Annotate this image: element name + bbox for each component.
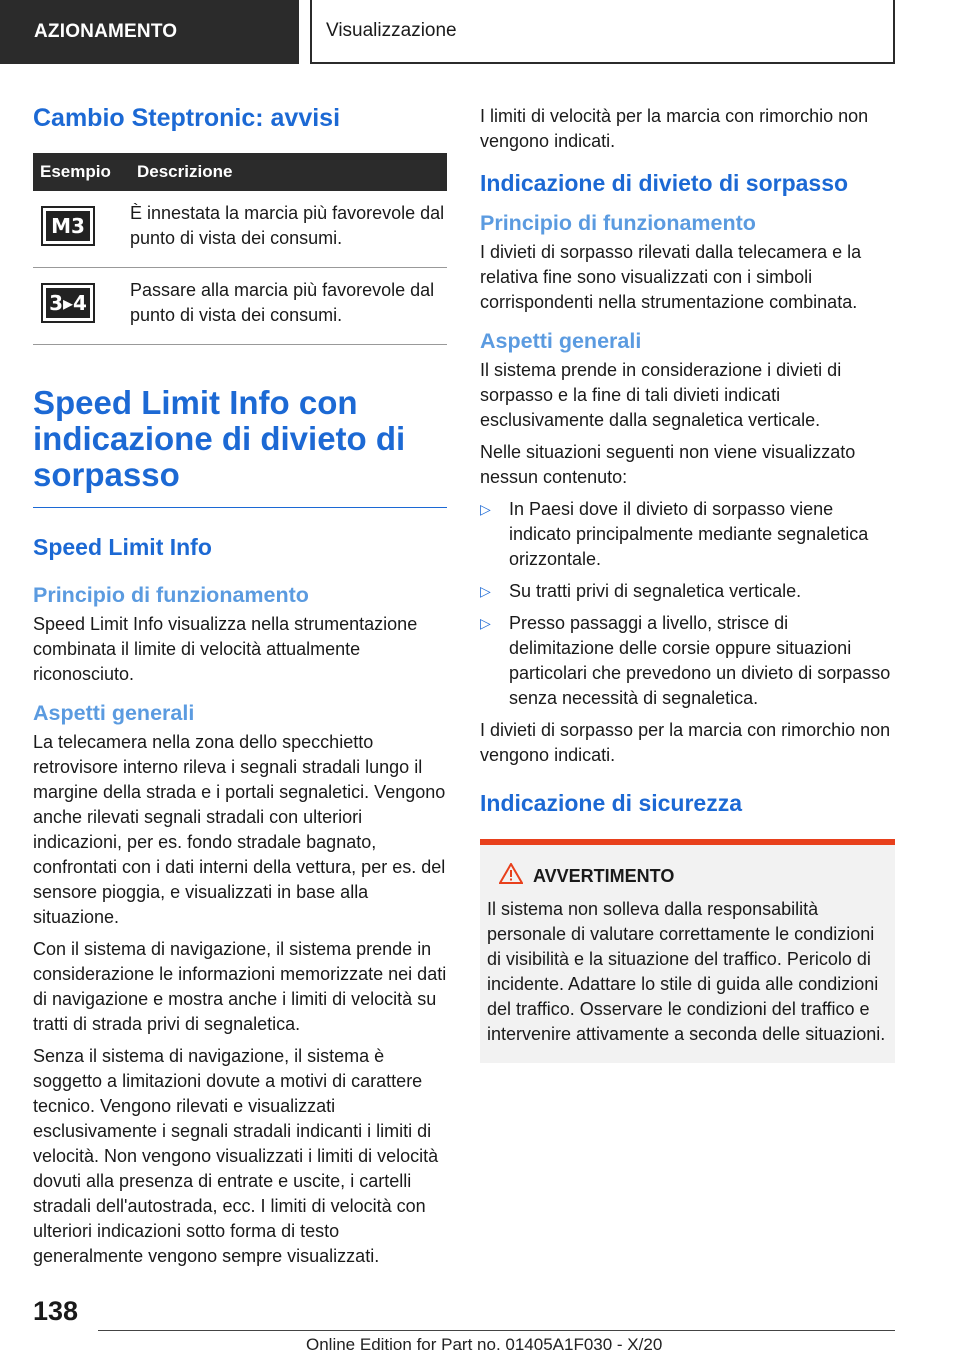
warning-triangle-icon bbox=[499, 863, 523, 889]
paragraph-rimorchio-divieti: I divieti di sorpasso per la marcia con rimorchio non vengono indicati. bbox=[480, 720, 891, 765]
paragraph-aspetti-2: Con il sistema di navigazione, il sistema prende in considerazione le informazioni memorizzate nei dati di navigazione e mostra anche i limiti di velocità su tratti di strada privi di segnaletica. bbox=[33, 939, 447, 1034]
footer-rule bbox=[98, 1330, 895, 1331]
paragraph-aspetti-1: La telecamera nella zona dello specchietto retrovisore interno rileva i segnali stradali lungo il margine della strada e i portali segnaletici. Vengono anche rilevati segnali stradali con ulteriori indicazioni, per es. fondo stradale bagnato, confrontati con i dati interni della vettura, per es. del sensore pioggia, e visualizzati in base alla situazione. bbox=[33, 732, 446, 927]
right-column bbox=[480, 104, 895, 1063]
triangle-bullet-icon: ▷ bbox=[480, 615, 491, 631]
heading-speed-limit-main: Speed Limit Info con indicazione di divieto di sorpasso bbox=[33, 384, 406, 493]
header-section: AZIONAMENTO bbox=[0, 0, 299, 64]
list-item: ▷ In Paesi dove il divieto di sorpasso viene indicato principalmente mediante segnaletica orizzontale. bbox=[480, 499, 869, 569]
warning-text: Il sistema non solleva dalla responsabilità personale di valutare correttamente le condizioni di visibilità e la situazione del traffico. Pericolo di incidente. Adattare lo stile di guida alle condizioni del traffico. Osservare le condizioni del traffico e intervenire attivamente a seconda delle situazioni. bbox=[487, 899, 886, 1044]
warning-box bbox=[480, 839, 895, 1063]
gear-m3-icon bbox=[41, 206, 95, 246]
gear-icon-label: 3▸4 bbox=[46, 288, 90, 318]
paragraph-principio: Speed Limit Info visualizza nella strumentazione combinata il limite di velocità attualmente riconosciuto. bbox=[33, 614, 418, 684]
paragraph-situazioni: Nelle situazioni seguenti non viene visualizzato nessun contenuto: bbox=[480, 442, 856, 487]
heading-aspetti: Aspetti generali bbox=[33, 701, 195, 725]
list-item: ▷ Su tratti privi di segnaletica verticale. bbox=[480, 579, 895, 604]
heading-steptronic: Cambio Steptronic: avvisi bbox=[33, 104, 341, 132]
left-column bbox=[33, 98, 447, 1269]
gear-shift-3-to-4-icon bbox=[41, 283, 95, 323]
table-cell-desc: È innestata la marcia più favorevole dal punto di vista dei consumi. bbox=[130, 191, 447, 268]
warning-title: AVVERTIMENTO bbox=[533, 865, 675, 886]
situations-list bbox=[480, 497, 895, 711]
steptronic-table bbox=[33, 153, 447, 345]
triangle-bullet-icon: ▷ bbox=[480, 583, 491, 599]
heading-principio-divieto: Principio di funzionamento bbox=[480, 211, 756, 235]
list-item: ▷ Presso passaggi a livello, strisce di delimitazione delle corsie oppure situazioni particolari che prevedono un divieto di sorpasso senza necessità di segnaletica. bbox=[480, 613, 891, 708]
paragraph-aspetti-3: Senza il sistema di navigazione, il sistema è soggetto a limitazioni dovute a motivi di carattere tecnico. Vengono rilevati e visualizzati esclusivamente i segnali stradali indicanti i limiti di velocità. Non vengono visualizzati i limiti di velocità dovuti alla presenza di entrate e uscite, i cartelli stradali dell'autostrada, ecc. I limiti di velocità con ulteriori indicazioni sotto forma di testo generalmente vengono sempre visualizzati. bbox=[33, 1046, 439, 1266]
table-row bbox=[33, 191, 447, 268]
heading-divieto-sorpasso: Indicazione di divieto di sorpasso bbox=[480, 170, 849, 196]
paragraph-rimorchio-limiti: I limiti di velocità per la marcia con rimorchio non vengono indicati. bbox=[480, 106, 869, 151]
page-number: 138 bbox=[33, 1296, 79, 1326]
heading-speed-limit-info: Speed Limit Info bbox=[33, 534, 212, 560]
table-cell-desc: Passare alla marcia più favorevole dal punto di vista dei consumi. bbox=[130, 268, 447, 345]
paragraph-aspetti-divieto: Il sistema prende in considerazione i divieti di sorpasso e la fine di tali divieti indicati esclusivamente dalla segnaletica verticale. bbox=[480, 360, 842, 430]
heading-aspetti-divieto: Aspetti generali bbox=[480, 329, 642, 353]
paragraph-principio-divieto: I divieti di sorpasso rilevati dalla telecamera e la relativa fine sono visualizzati con i simboli corrispondenti nella strumentazione combinata. bbox=[480, 242, 862, 312]
heading-sicurezza: Indicazione di sicurezza bbox=[480, 790, 743, 816]
table-header-descrizione: Descrizione bbox=[130, 153, 447, 191]
table-row bbox=[33, 268, 447, 345]
heading-rule bbox=[33, 507, 447, 508]
triangle-bullet-icon: ▷ bbox=[480, 501, 491, 517]
gear-icon-label: M3 bbox=[46, 211, 90, 241]
header-subsection: Visualizzazione bbox=[310, 0, 895, 64]
table-header-esempio: Esempio bbox=[33, 153, 130, 191]
footer-edition: Online Edition for Part no. 01405A1F030 - X/20 bbox=[306, 1335, 663, 1354]
heading-principio: Principio di funzionamento bbox=[33, 583, 309, 607]
